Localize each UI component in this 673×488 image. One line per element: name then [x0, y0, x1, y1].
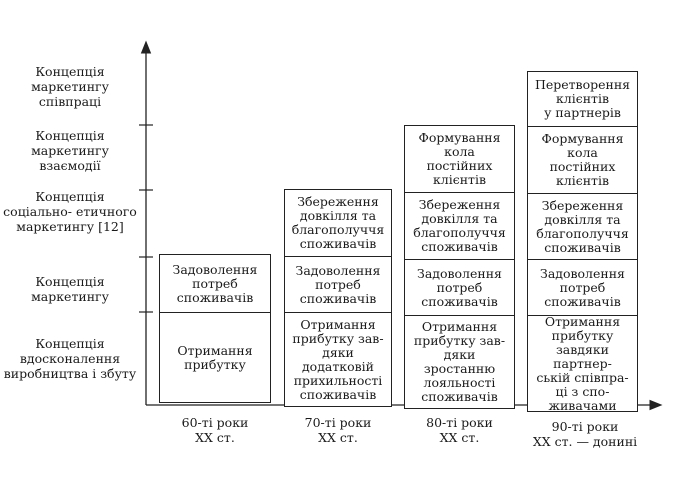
- cell-profit: Отримання прибутку завдяки партнер- ській співпра- ці з спо- живачами: [528, 315, 637, 411]
- cell-environment: Збереження довкілля та благополуччя споживачів: [405, 192, 514, 259]
- column-80s: [404, 125, 515, 409]
- y-label-marketing: Концепція маркетингу: [31, 274, 109, 304]
- column-60s: [159, 254, 271, 403]
- column-90s: [527, 71, 638, 412]
- period-90s: 90-ті роки XX ст. — донині: [532, 419, 638, 449]
- cell-profit: Отримання прибутку зав- дяки зростанню лояльності споживачів: [405, 315, 514, 408]
- period-70s: 70-ті роки XX ст.: [304, 415, 372, 445]
- column-70s: [284, 189, 392, 407]
- y-label-production: Концепція вдосконалення виробництва і збуту: [3, 336, 137, 381]
- y-label-cooperation: Концепція маркетингу співпраці: [31, 64, 109, 109]
- cell-profit: Отримання прибутку: [160, 312, 270, 402]
- cell-regular-clients: Формування кола постійних клієнтів: [528, 126, 637, 193]
- period-80s: 80-ті роки XX ст.: [426, 415, 493, 445]
- y-label-interaction: Концепція маркетингу взаємодії: [31, 128, 109, 173]
- cell-environment: Збереження довкілля та благополуччя споживачів: [528, 193, 637, 259]
- cell-satisfaction: Задоволення потреб споживачів: [405, 259, 514, 315]
- cell-profit: Отримання прибутку зав- дяки додатковій прихильності споживачів: [285, 312, 391, 406]
- cell-regular-clients: Формування кола постійних клієнтів: [418, 130, 501, 187]
- cell-environment: Збереження довкілля та благополуччя споживачів: [291, 194, 385, 251]
- period-60s: 60-ті роки XX ст.: [181, 415, 249, 445]
- cell-satisfaction: Задоволення потреб споживачів: [172, 261, 258, 305]
- y-label-social-ethical: Концепція соціально- етичного маркетингу [12]: [3, 189, 137, 234]
- cell-partners: Перетворення клієнтів у партнерів: [534, 77, 631, 120]
- cell-satisfaction: Задоволення потреб споживачів: [528, 259, 637, 315]
- cell-satisfaction: Задоволення потреб споживачів: [285, 256, 391, 312]
